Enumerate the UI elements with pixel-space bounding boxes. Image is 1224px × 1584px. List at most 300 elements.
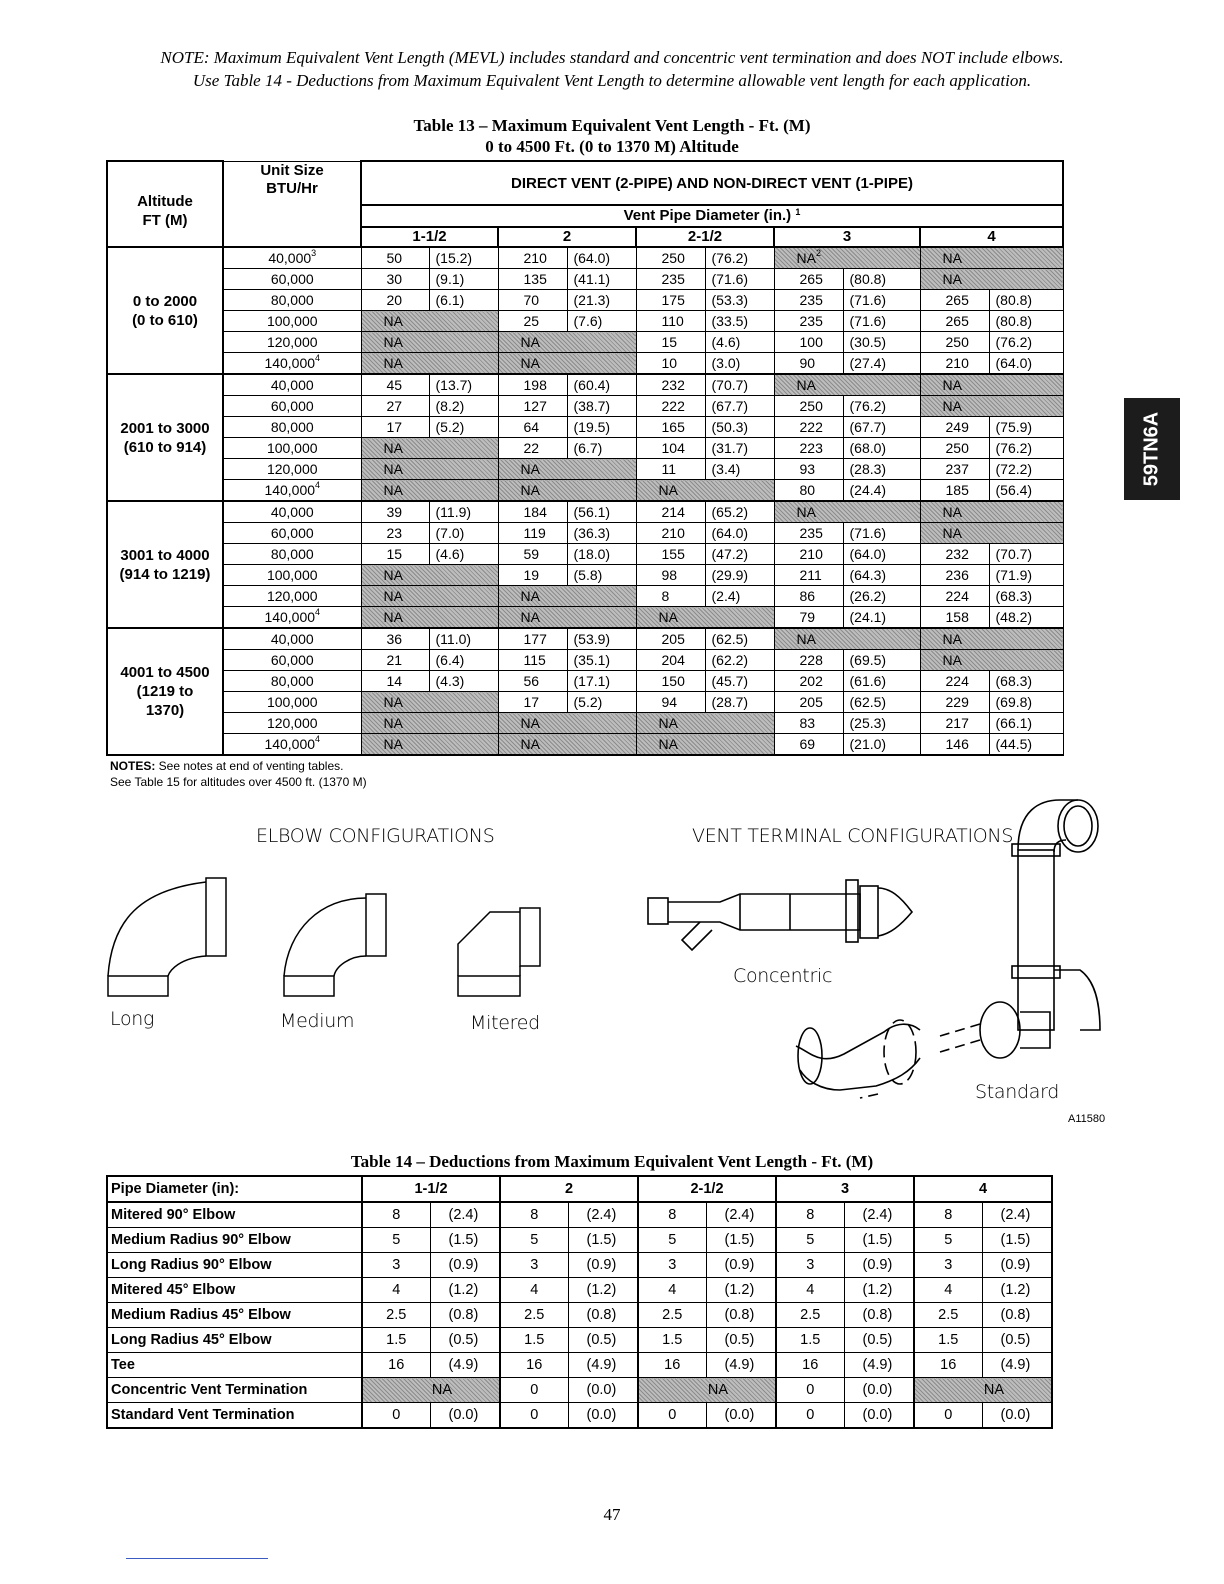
diameter-header: 2-1/2 xyxy=(636,227,774,247)
elbow-configurations-title: ELBOW CONFIGURATIONS xyxy=(256,825,495,847)
deduction-ft: 8 xyxy=(500,1202,568,1228)
deduction-ft: 4 xyxy=(362,1278,430,1303)
unit-size-value: 60,000 xyxy=(270,397,314,414)
vent-length-m: (27.4) xyxy=(843,353,920,375)
na-value: NA xyxy=(520,460,540,477)
deduction-m: (0.9) xyxy=(706,1253,776,1278)
na-cell: NA xyxy=(362,1378,500,1403)
vent-length-ft: 115 xyxy=(498,650,567,671)
deduction-m: (4.9) xyxy=(844,1353,914,1378)
vent-length-ft: 205 xyxy=(636,628,705,650)
vent-length-m: (36.3) xyxy=(567,523,636,544)
unit-size-cell xyxy=(223,501,361,523)
vent-length-ft: 210 xyxy=(636,523,705,544)
vent-length-m: (3.4) xyxy=(705,459,774,480)
vent-length-ft: 50 xyxy=(361,247,429,269)
deduction-ft: 4 xyxy=(776,1278,844,1303)
unit-size-value: 80,000 xyxy=(270,418,314,435)
vent-length-ft: 27 xyxy=(361,396,429,417)
medium-elbow-icon xyxy=(284,894,386,996)
table13-row xyxy=(107,713,1063,734)
altitude-text: 2001 to 3000 xyxy=(120,419,210,437)
deduction-m: (0.8) xyxy=(982,1303,1052,1328)
vent-length-m: (70.7) xyxy=(989,544,1063,565)
table13-row xyxy=(107,311,1063,332)
table13-row xyxy=(107,269,1063,290)
unit-size-value: 140,000 xyxy=(264,481,316,498)
vent-diameter-header xyxy=(361,205,1063,227)
unit-size-cell xyxy=(223,459,361,480)
na-value: NA xyxy=(796,249,816,266)
concentric-label: Concentric xyxy=(733,965,833,987)
table13-notes-line-1 xyxy=(110,758,367,774)
vent-terminal-drawings xyxy=(620,790,1120,1120)
deduction-ft: 3 xyxy=(638,1253,706,1278)
vent-length-ft: 10 xyxy=(636,353,705,375)
deduction-m: (1.2) xyxy=(982,1278,1052,1303)
unit-size-footnote: 3 xyxy=(311,247,317,258)
vent-length-ft: 210 xyxy=(498,247,567,269)
vent-length-m: (67.7) xyxy=(843,417,920,438)
vent-length-ft: 19 xyxy=(498,565,567,586)
vent-length-ft: 36 xyxy=(361,628,429,650)
vent-length-m: (68.3) xyxy=(989,586,1063,607)
na-cell xyxy=(920,628,1063,650)
deduction-ft: 0 xyxy=(914,1403,982,1429)
page-number: 47 xyxy=(603,1505,621,1524)
standard-label: Standard xyxy=(975,1081,1060,1103)
na-value: NA xyxy=(658,735,678,752)
deduction-ft: 4 xyxy=(500,1278,568,1303)
altitude-header-line-2: FT (M) xyxy=(142,212,188,229)
unit-size-value: 100,000 xyxy=(266,312,318,329)
deduction-m: (2.4) xyxy=(706,1202,776,1228)
na-value: NA xyxy=(658,481,678,498)
vent-length-ft: 210 xyxy=(774,544,843,565)
deduction-m: (0.8) xyxy=(706,1303,776,1328)
vent-length-ft: 235 xyxy=(774,290,843,311)
table13-notes-label: NOTES: xyxy=(110,759,156,773)
na-value: NA xyxy=(520,333,540,350)
na-value: NA xyxy=(383,693,403,710)
deduction-ft: 2.5 xyxy=(362,1303,430,1328)
deduction-m: (1.2) xyxy=(568,1278,638,1303)
concentric-vent-icon xyxy=(648,880,912,950)
vent-length-ft: 265 xyxy=(920,311,989,332)
diameter-header: 3 xyxy=(776,1176,914,1202)
na-cell xyxy=(498,459,636,480)
vent-length-ft: 15 xyxy=(361,544,429,565)
vent-length-ft: 17 xyxy=(361,417,429,438)
vent-length-m: (53.3) xyxy=(705,290,774,311)
vent-length-ft: 79 xyxy=(774,607,843,629)
vent-length-m: (6.7) xyxy=(567,438,636,459)
vent-length-ft: 202 xyxy=(774,671,843,692)
deduction-m: (1.2) xyxy=(844,1278,914,1303)
vent-length-m: (66.1) xyxy=(989,713,1063,734)
vent-length-m: (35.1) xyxy=(567,650,636,671)
table13-row xyxy=(107,544,1063,565)
vent-length-ft: 100 xyxy=(774,332,843,353)
altitude-cell xyxy=(107,501,223,628)
vent-length-ft: 235 xyxy=(636,269,705,290)
fitting-label: Standard Vent Termination xyxy=(107,1403,362,1429)
na-value: NA xyxy=(383,587,403,604)
vent-length-ft: 165 xyxy=(636,417,705,438)
deduction-ft: 8 xyxy=(362,1202,430,1228)
deduction-ft: 4 xyxy=(638,1278,706,1303)
vent-length-ft: 146 xyxy=(920,734,989,756)
table13-row xyxy=(107,247,1063,269)
diameter-header: 2 xyxy=(500,1176,638,1202)
vent-length-ft: 64 xyxy=(498,417,567,438)
unit-size-cell xyxy=(223,311,361,332)
vent-length-m: (33.5) xyxy=(705,311,774,332)
unit-size-cell xyxy=(223,480,361,502)
unit-size-value: 40,000 xyxy=(270,630,314,647)
deduction-ft: 8 xyxy=(638,1202,706,1228)
vent-length-ft: 236 xyxy=(920,565,989,586)
deduction-m: (0.8) xyxy=(430,1303,500,1328)
vent-length-m: (13.7) xyxy=(429,374,498,396)
unit-size-footnote: 4 xyxy=(315,733,321,744)
vent-length-ft: 104 xyxy=(636,438,705,459)
na-cell xyxy=(361,459,498,480)
altitude-cell xyxy=(107,374,223,501)
deduction-ft: 3 xyxy=(362,1253,430,1278)
na-value: NA xyxy=(942,376,962,393)
deduction-m: (0.5) xyxy=(706,1328,776,1353)
table13-row xyxy=(107,523,1063,544)
na-cell xyxy=(361,480,498,502)
table13-row xyxy=(107,607,1063,629)
deduction-ft: 2.5 xyxy=(776,1303,844,1328)
table13-row xyxy=(107,650,1063,671)
unit-size-value: 80,000 xyxy=(270,545,314,562)
na-cell xyxy=(498,713,636,734)
vent-length-ft: 80 xyxy=(774,480,843,502)
unit-size-cell xyxy=(223,438,361,459)
unit-size-value: 100,000 xyxy=(266,439,318,456)
unit-size-cell xyxy=(223,650,361,671)
vent-length-m: (2.4) xyxy=(705,586,774,607)
diameter-header: 2 xyxy=(498,227,636,247)
deduction-ft: 5 xyxy=(638,1228,706,1253)
unit-size-cell xyxy=(223,332,361,353)
vent-length-ft: 250 xyxy=(920,438,989,459)
vent-length-m: (18.0) xyxy=(567,544,636,565)
vent-length-ft: 235 xyxy=(774,523,843,544)
deduction-m: (0.5) xyxy=(982,1328,1052,1353)
deduction-ft: 0 xyxy=(638,1403,706,1429)
na-cell xyxy=(636,713,774,734)
deduction-ft: 0 xyxy=(776,1378,844,1403)
na-cell xyxy=(920,650,1063,671)
vent-length-ft: 235 xyxy=(774,311,843,332)
vent-length-m: (29.9) xyxy=(705,565,774,586)
na-value: NA xyxy=(383,608,403,625)
vent-length-m: (5.8) xyxy=(567,565,636,586)
unit-size-value: 120,000 xyxy=(266,587,318,604)
deduction-m: (0.5) xyxy=(568,1328,638,1353)
vent-length-ft: 250 xyxy=(774,396,843,417)
table14-row xyxy=(107,1353,1052,1378)
deduction-m: (0.5) xyxy=(844,1328,914,1353)
na-value: NA xyxy=(383,460,403,477)
deduction-ft: 0 xyxy=(776,1403,844,1429)
deduction-ft: 2.5 xyxy=(914,1303,982,1328)
unit-size-footnote: 4 xyxy=(315,479,321,490)
unit-size-value: 100,000 xyxy=(266,693,318,710)
unit-size-cell xyxy=(223,713,361,734)
note-block xyxy=(0,46,1224,92)
deduction-m: (0.8) xyxy=(844,1303,914,1328)
vent-length-ft: 265 xyxy=(774,269,843,290)
long-elbow-icon xyxy=(108,878,226,996)
side-tab-label: 59TN6A xyxy=(1140,411,1163,487)
na-value: NA xyxy=(383,333,403,350)
na-cell xyxy=(920,269,1063,290)
table13-header-row-1 xyxy=(107,161,1063,205)
table13-row xyxy=(107,438,1063,459)
vent-length-m: (8.2) xyxy=(429,396,498,417)
table13-row xyxy=(107,417,1063,438)
note-line-2: Use Table 14 - Deductions from Maximum Equivalent Vent Length to determine allowable vent length for each application. xyxy=(192,71,1032,90)
altitude-cell xyxy=(107,247,223,374)
na-value: NA xyxy=(383,566,403,583)
table14-row xyxy=(107,1378,1052,1403)
vent-length-ft: 127 xyxy=(498,396,567,417)
vent-length-ft: 17 xyxy=(498,692,567,713)
na-cell xyxy=(361,438,498,459)
deduction-m: (0.9) xyxy=(844,1253,914,1278)
vent-length-m: (4.6) xyxy=(705,332,774,353)
unit-size-value: 100,000 xyxy=(266,566,318,583)
table13-row xyxy=(107,459,1063,480)
vent-length-m: (50.3) xyxy=(705,417,774,438)
na-value: NA xyxy=(520,587,540,604)
na-value: NA xyxy=(796,503,816,520)
mitered-elbow-icon xyxy=(458,908,540,996)
vent-length-m: (45.7) xyxy=(705,671,774,692)
table14-row xyxy=(107,1202,1052,1228)
deduction-m: (4.9) xyxy=(430,1353,500,1378)
vent-length-m: (65.2) xyxy=(705,501,774,523)
unit-size-value: 140,000 xyxy=(264,354,316,371)
deduction-m: (0.5) xyxy=(430,1328,500,1353)
fitting-label: Medium Radius 45° Elbow xyxy=(107,1303,362,1328)
vent-length-m: (64.0) xyxy=(705,523,774,544)
na-cell xyxy=(361,586,498,607)
vent-length-ft: 8 xyxy=(636,586,705,607)
pipe-diameter-label: Pipe Diameter (in): xyxy=(107,1176,362,1202)
vent-length-m: (26.2) xyxy=(843,586,920,607)
unit-size-cell xyxy=(223,544,361,565)
vent-length-m: (64.0) xyxy=(989,353,1063,375)
vent-length-ft: 224 xyxy=(920,671,989,692)
vent-length-ft: 39 xyxy=(361,501,429,523)
vent-length-ft: 222 xyxy=(774,417,843,438)
table13-row xyxy=(107,332,1063,353)
vent-length-ft: 110 xyxy=(636,311,705,332)
altitude-text: 3001 to 4000 xyxy=(120,546,210,564)
vent-length-ft: 265 xyxy=(920,290,989,311)
unit-size-value: 80,000 xyxy=(270,291,314,308)
vent-length-ft: 184 xyxy=(498,501,567,523)
table13-caption-line-2: 0 to 4500 Ft. (0 to 1370 M) Altitude xyxy=(485,137,739,156)
na-value: NA xyxy=(942,503,962,520)
vent-length-m: (41.1) xyxy=(567,269,636,290)
vent-length-ft: 228 xyxy=(774,650,843,671)
vent-length-m: (44.5) xyxy=(989,734,1063,756)
table13-row xyxy=(107,396,1063,417)
unit-size-cell xyxy=(223,523,361,544)
vent-length-m: (61.6) xyxy=(843,671,920,692)
deduction-ft: 3 xyxy=(500,1253,568,1278)
vent-length-m: (11.9) xyxy=(429,501,498,523)
na-cell: NA xyxy=(638,1378,776,1403)
vent-length-m: (69.8) xyxy=(989,692,1063,713)
unit-size-value: 60,000 xyxy=(270,270,314,287)
vent-length-m: (25.3) xyxy=(843,713,920,734)
mitered-elbow-label: Mitered xyxy=(470,1012,540,1034)
vent-length-ft: 177 xyxy=(498,628,567,650)
deduction-ft: 16 xyxy=(362,1353,430,1378)
vent-length-ft: 69 xyxy=(774,734,843,756)
vent-length-ft: 23 xyxy=(361,523,429,544)
vent-length-m: (76.2) xyxy=(989,438,1063,459)
unit-size-cell xyxy=(223,269,361,290)
unit-size-cell xyxy=(223,628,361,650)
vent-length-m: (60.4) xyxy=(567,374,636,396)
vent-length-m: (64.0) xyxy=(567,247,636,269)
vent-length-ft: 150 xyxy=(636,671,705,692)
vent-length-m: (75.9) xyxy=(989,417,1063,438)
vent-length-m: (47.2) xyxy=(705,544,774,565)
deduction-m: (1.2) xyxy=(706,1278,776,1303)
altitude-cell xyxy=(107,628,223,755)
vent-length-m: (24.4) xyxy=(843,480,920,502)
unit-size-cell xyxy=(223,396,361,417)
vent-length-m: (15.2) xyxy=(429,247,498,269)
table13-caption xyxy=(0,115,1224,157)
vent-terminal-configurations-title: VENT TERMINAL CONFIGURATIONS xyxy=(692,825,1014,847)
deduction-m: (1.5) xyxy=(982,1228,1052,1253)
vent-length-m: (7.0) xyxy=(429,523,498,544)
unit-size-cell xyxy=(223,586,361,607)
table14-header-row xyxy=(107,1176,1052,1202)
table14-row xyxy=(107,1403,1052,1429)
fitting-label: Tee xyxy=(107,1353,362,1378)
vent-length-m: (28.3) xyxy=(843,459,920,480)
vent-length-m: (21.3) xyxy=(567,290,636,311)
deduction-ft: 1.5 xyxy=(500,1328,568,1353)
table13-row xyxy=(107,353,1063,375)
side-tab xyxy=(1124,398,1180,500)
vent-length-ft: 59 xyxy=(498,544,567,565)
vent-length-ft: 250 xyxy=(636,247,705,269)
deduction-m: (0.0) xyxy=(568,1403,638,1429)
unitsize-header xyxy=(223,161,361,247)
deduction-ft: 16 xyxy=(776,1353,844,1378)
elbow-drawings xyxy=(100,870,560,1000)
deduction-m: (1.5) xyxy=(706,1228,776,1253)
deduction-ft: 2.5 xyxy=(500,1303,568,1328)
unit-size-cell xyxy=(223,374,361,396)
unit-size-value: 120,000 xyxy=(266,333,318,350)
vent-length-m: (80.8) xyxy=(843,269,920,290)
vent-length-m: (24.1) xyxy=(843,607,920,629)
vent-length-m: (3.0) xyxy=(705,353,774,375)
vent-length-ft: 22 xyxy=(498,438,567,459)
vent-length-m: (56.1) xyxy=(567,501,636,523)
table14-row xyxy=(107,1228,1052,1253)
unit-size-cell xyxy=(223,607,361,629)
vent-length-ft: 198 xyxy=(498,374,567,396)
deduction-m: (0.0) xyxy=(844,1403,914,1429)
na-value: NA xyxy=(658,608,678,625)
vent-length-ft: 98 xyxy=(636,565,705,586)
table13-row xyxy=(107,374,1063,396)
deduction-ft: 4 xyxy=(914,1278,982,1303)
table13-caption-line-1: Table 13 – Maximum Equivalent Vent Length - Ft. (M) xyxy=(413,116,811,135)
unit-size-value: 40,000 xyxy=(270,503,314,520)
na-cell xyxy=(498,480,636,502)
na-cell xyxy=(920,501,1063,523)
fitting-label: Long Radius 90° Elbow xyxy=(107,1253,362,1278)
deduction-ft: 0 xyxy=(362,1403,430,1429)
na-cell xyxy=(498,586,636,607)
unitsize-header-line-2: BTU/Hr xyxy=(266,179,318,197)
vent-length-m: (80.8) xyxy=(989,290,1063,311)
deduction-ft: 0 xyxy=(500,1403,568,1429)
vent-length-m: (11.0) xyxy=(429,628,498,650)
deduction-m: (2.4) xyxy=(982,1202,1052,1228)
vent-length-ft: 223 xyxy=(774,438,843,459)
na-value: NA xyxy=(658,714,678,731)
vent-length-ft: 90 xyxy=(774,353,843,375)
vent-length-ft: 222 xyxy=(636,396,705,417)
table13-notes-line-2: See Table 15 for altitudes over 4500 ft. (1370 M) xyxy=(110,775,367,789)
table14-row xyxy=(107,1278,1052,1303)
altitude-text: (610 to 914) xyxy=(123,438,207,456)
na-cell: NA xyxy=(914,1378,1052,1403)
table13-row xyxy=(107,290,1063,311)
unit-size-cell xyxy=(223,671,361,692)
vent-length-ft: 93 xyxy=(774,459,843,480)
na-cell xyxy=(498,353,636,375)
deduction-m: (0.0) xyxy=(844,1378,914,1403)
altitude-text: (0 to 610) xyxy=(132,311,198,329)
vent-length-ft: 224 xyxy=(920,586,989,607)
vent-length-m: (5.2) xyxy=(567,692,636,713)
na-value: NA xyxy=(942,651,962,668)
fitting-label: Mitered 45° Elbow xyxy=(107,1278,362,1303)
vent-length-ft: 205 xyxy=(774,692,843,713)
deduction-ft: 16 xyxy=(914,1353,982,1378)
vent-length-ft: 11 xyxy=(636,459,705,480)
na-value: NA xyxy=(520,735,540,752)
footer-rule xyxy=(126,1558,268,1559)
vent-length-ft: 229 xyxy=(920,692,989,713)
diameter-header: 3 xyxy=(774,227,920,247)
unit-size-cell xyxy=(223,247,361,269)
diameter-header: 4 xyxy=(914,1176,1052,1202)
vent-length-m: (6.1) xyxy=(429,290,498,311)
vent-length-ft: 86 xyxy=(774,586,843,607)
table13-row xyxy=(107,628,1063,650)
na-cell xyxy=(636,480,774,502)
